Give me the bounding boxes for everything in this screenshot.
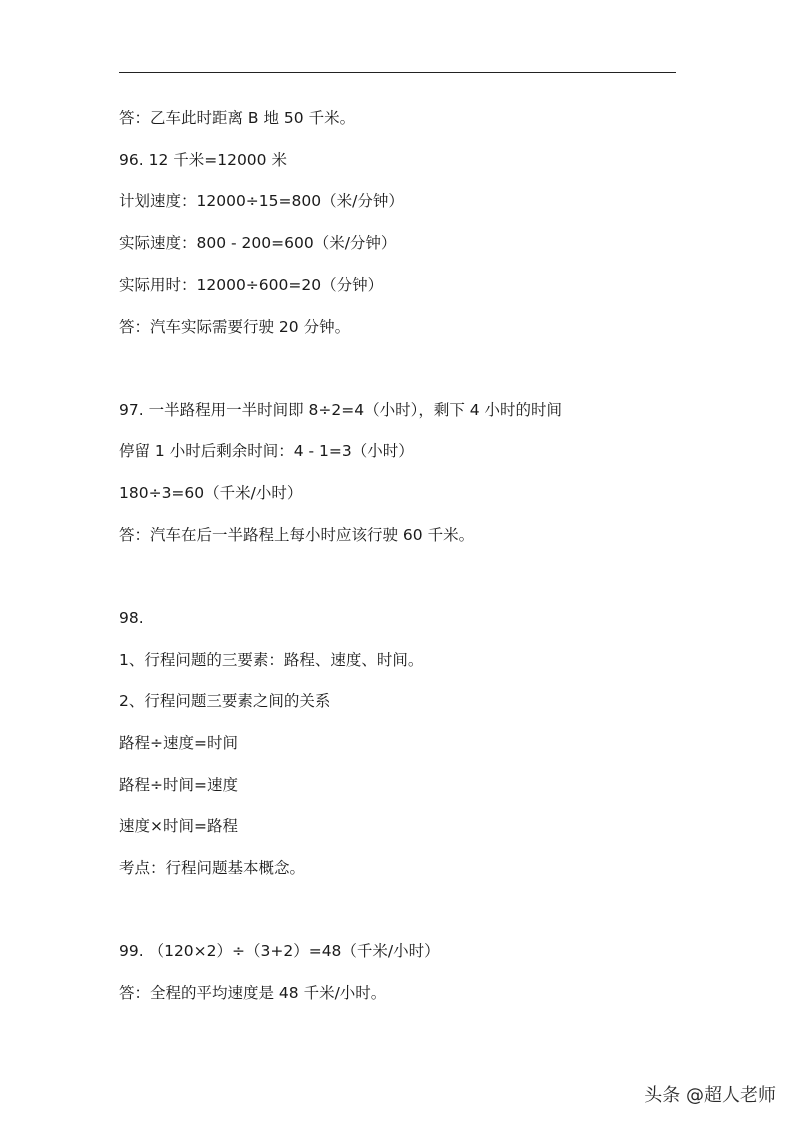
- answer-line-95: 答：乙车此时距离 B 地 50 千米。: [119, 109, 356, 127]
- formula-distance: 速度×时间=路程: [119, 817, 238, 835]
- answer-line-99: 答：全程的平均速度是 48 千米/小时。: [119, 984, 387, 1002]
- header-rule: [119, 72, 676, 73]
- problem-98-item-1: 1、行程问题的三要素：路程、速度、时间。: [119, 651, 424, 669]
- watermark: 头条 @超人老师: [644, 1085, 776, 1106]
- problem-97-speed: 180÷3=60（千米/小时）: [119, 484, 303, 502]
- problem-97-remaining-time: 停留 1 小时后剩余时间：4 - 1=3（小时）: [119, 442, 414, 460]
- problem-98-item-2: 2、行程问题三要素之间的关系: [119, 692, 331, 710]
- problem-99-calculation: 99. （120×2）÷（3+2）=48（千米/小时）: [119, 942, 440, 960]
- problem-97-half-time: 97. 一半路程用一半时间即 8÷2=4（小时），剩下 4 小时的时间: [119, 401, 563, 419]
- problem-98-key-point: 考点：行程问题基本概念。: [119, 859, 306, 877]
- problem-96-actual-speed: 实际速度：800 - 200=600（米/分钟）: [119, 234, 397, 252]
- formula-speed: 路程÷时间=速度: [119, 776, 238, 794]
- problem-98-number: 98.: [119, 609, 144, 627]
- answer-line-97: 答：汽车在后一半路程上每小时应该行驶 60 千米。: [119, 526, 475, 544]
- formula-time: 路程÷速度=时间: [119, 734, 238, 752]
- answer-line-96: 答：汽车实际需要行驶 20 分钟。: [119, 318, 351, 336]
- problem-96-actual-time: 实际用时：12000÷600=20（分钟）: [119, 276, 384, 294]
- problem-96-conversion: 96. 12 千米=12000 米: [119, 151, 287, 169]
- problem-96-planned-speed: 计划速度：12000÷15=800（米/分钟）: [119, 192, 404, 210]
